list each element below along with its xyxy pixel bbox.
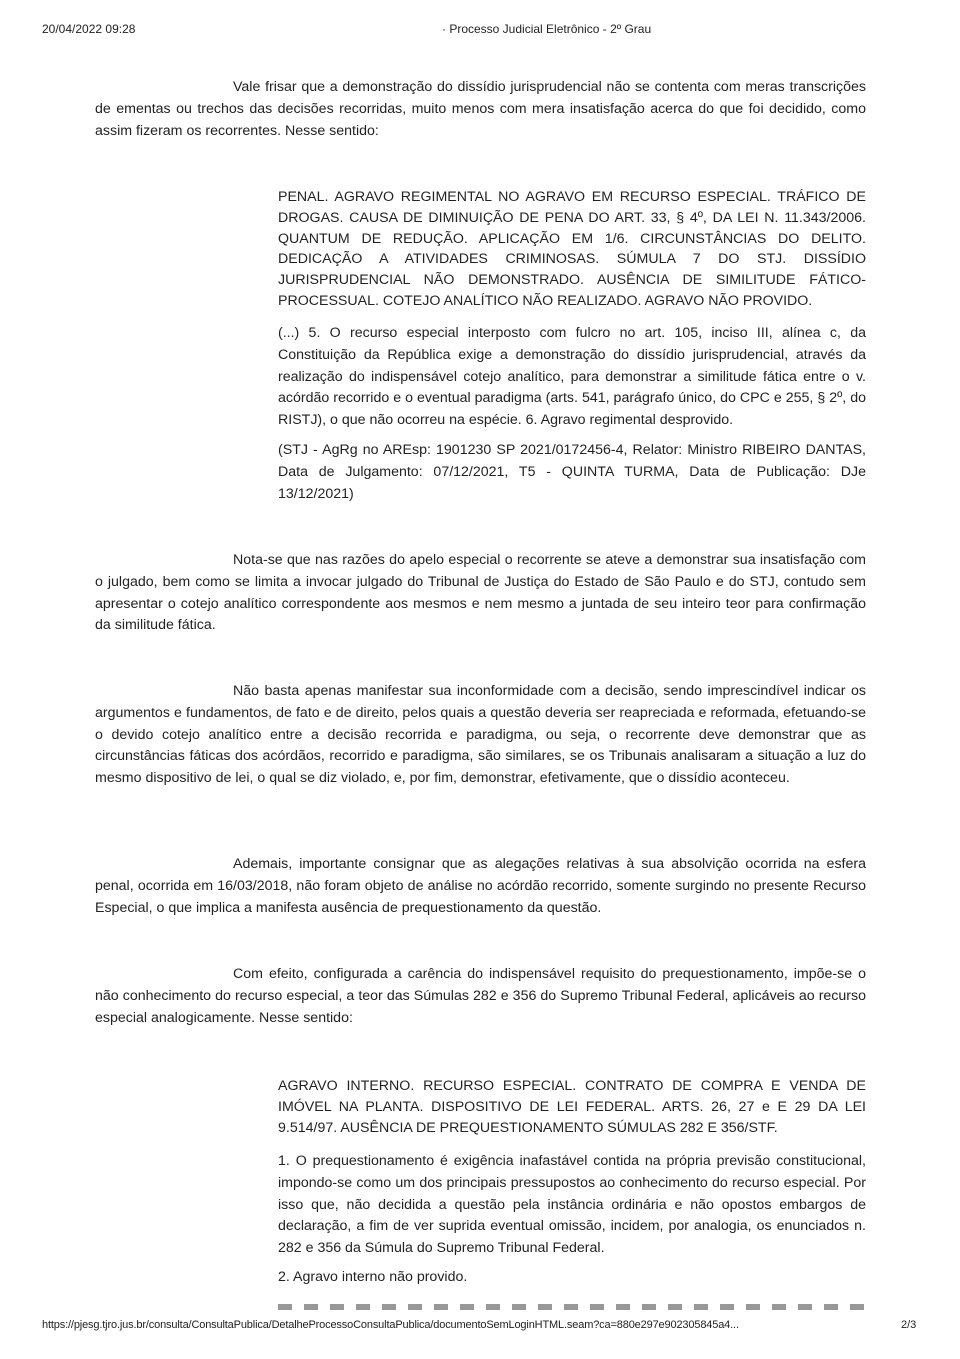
quote-ementa: PENAL. AGRAVO REGIMENTAL NO AGRAVO EM RECURSO ESPECIAL. TRÁFICO DE DROGAS. CAUSA DE DIMINUIÇÃO DE PENA DO ART. 33, § 4º, DA LEI N. 11.343/2006. QUANTUM DE REDUÇÃO. APLICAÇÃO EM 1/6. CIRCUNSTÂNCIAS DO DELITO. DEDICAÇÃO A ATIVIDADES CRIMINOSAS. SÚMULA 7 DO STJ. DISSÍDIO JURISPRUDENCIAL NÃO DEMONSTRADO. AUSÊNCIA DE SIMILITUDE FÁTICO-PROCESSUAL. COTEJO ANALÍTICO NÃO REALIZADO. AGRAVO NÃO PROVIDO. [278, 189, 866, 309]
paragraph-nota-se: Nota-se que nas razões do apelo especial o recorrente se ateve a demonstrar sua insatisfação com o julgado, bem como se limita a invocar julgado do Tribunal de Justiça do Estado de São Paulo e do STJ, contudo sem apresentar o cotejo analítico correspondente aos mesmos e nem mesmo a juntada de seu inteiro teor para confirmação da similitude fática. [95, 552, 866, 634]
page-number: 2/3 [901, 1319, 917, 1331]
paragraph-dissidio-requirement: Vale frisar que a demonstração do dissídio jurisprudencial não se contenta com meras transcrições de ementas ou trechos das decisões recorridas, muito menos com mera insatisfação acerca do que foi decidido, como assim fizeram os recorrentes. Nesse sentido: [95, 79, 866, 139]
document-title: · Processo Judicial Eletrônico - 2º Grau [442, 22, 652, 36]
quote-ementa-2: AGRAVO INTERNO. RECURSO ESPECIAL. CONTRATO DE COMPRA E VENDA DE IMÓVEL NA PLANTA. DISPOSITIVO DE LEI FEDERAL. ARTS. 26, 27 e E 29 DA LEI 9.514/97. AUSÊNCIA DE PREQUESTIONAMENTO SÚMULAS 282 E 356/STF. [278, 1078, 866, 1136]
paragraph-com-efeito: Com efeito, configurada a carência do indispensável requisito do prequestionamento, impõe-se o não conhecimento do recurso especial, a teor das Súmulas 282 e 356 do Supremo Tribunal Federal, aplicáveis ao recurso especial analogicamente. Nesse sentido: [95, 966, 866, 1026]
quote-citation: (STJ - AgRg no AREsp: 1901230 SP 2021/0172456-4, Relator: Ministro RIBEIRO DANTAS, Data de Julgamento: 07/12/2021, T5 - QUINTA TURMA, Data de Publicação: DJe 13/12/2021) [278, 442, 866, 502]
quote-body: (...) 5. O recurso especial interposto com fulcro no art. 105, inciso III, alínea c, da Constituição da República exige a demonstração do dissídio jurisprudencial, através da realização do indispensável cotejo analítico, para demonstrar a similitude fática entre o v. acórdão recorrido e o eventual paradigma (arts. 541, parágrafo único, do CPC e 255, § 2º, do RISTJ), o que não ocorreu na espécie. 6. Agravo regimental desprovido. [278, 325, 866, 429]
quote-item-2: 2. Agravo interno não provido. [278, 1269, 468, 1285]
paragraph-nao-basta: Não basta apenas manifestar sua inconformidade com a decisão, sendo imprescindível indicar os argumentos e fundamentos, de fato e de direito, pelos quais a questão deveria ser reapreciada e reformada, efetuando-se o devido cotejo analítico entre a decisão recorrida e paradigma, ou seja, o recorrente deve demonstrar que as circunstâncias fáticas dos acórdãos, recorrido e paradigma, são similares, se os Tribunais analisaram a situação a luz do mesmo dispositivo de lei, o qual se diz violado, e, por fim, demonstrar, efetivamente, que o dissídio aconteceu. [95, 683, 866, 787]
quote-item-1: 1. O prequestionamento é exigência inafastável contida na própria previsão constitucional, impondo-se como um dos principais pressupostos ao conhecimento do recurso especial. Por isso que, não decidida a questão pela instância ordinária e não opostos embargos de declaração, a fim de ver suprida eventual omissão, incidem, por analogia, os enunciados n. 282 e 356 da Súmula do Supremo Tribunal Federal. [278, 1153, 866, 1257]
cut-off-text-line [278, 1304, 866, 1310]
paragraph-ademais: Ademais, importante consignar que as alegações relativas à sua absolvição ocorrida na esfera penal, ocorrida em 16/03/2018, não foram objeto de análise no acórdão recorrido, somente surgindo no presente Recurso Especial, o que implica a manifesta ausência de prequestionamento da questão. [95, 856, 866, 916]
source-url[interactable]: https://pjesg.tjro.jus.br/consulta/ConsultaPublica/DetalheProcessoConsultaPublica/documentoSemLoginHTML.seam?ca=880e297e902305845a4... [42, 1319, 739, 1331]
print-datetime: 20/04/2022 09:28 [42, 22, 136, 36]
